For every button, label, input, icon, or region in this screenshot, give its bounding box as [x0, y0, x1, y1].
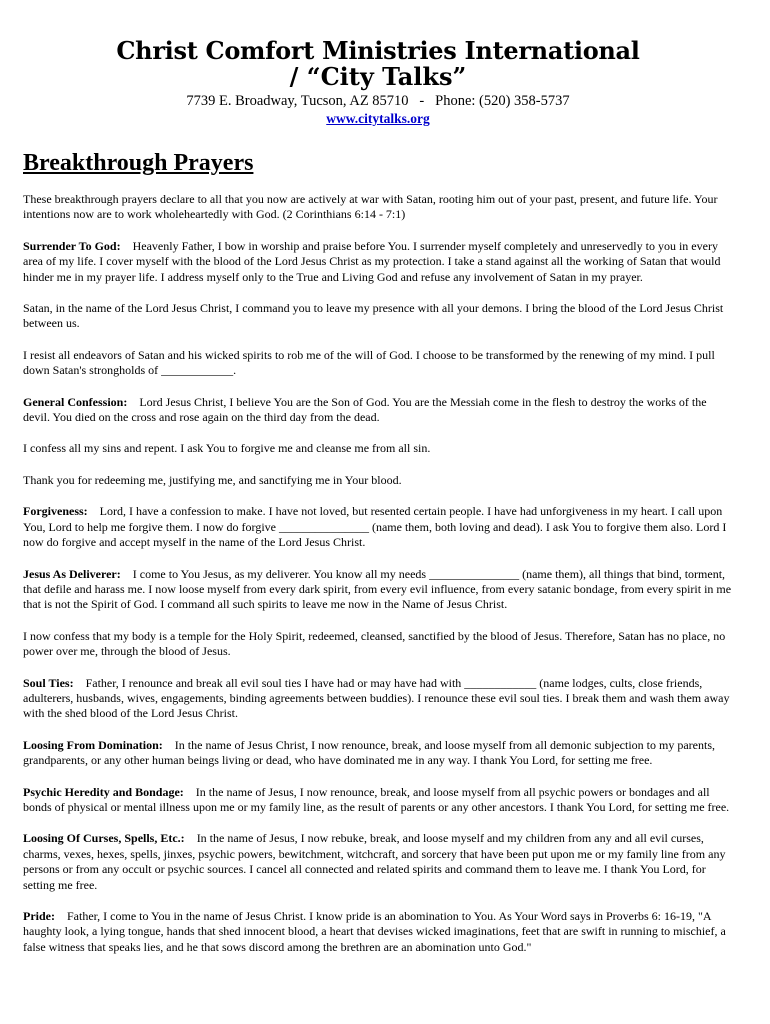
paragraph-label: Loosing Of Curses, Spells, Etc.: — [23, 831, 185, 846]
paragraph — [23, 395, 733, 426]
paragraph-text: In the name of Jesus Christ, I now renounce, break, and loose myself from all demonic subjection to my parents, grandparents, or any other human beings living or dead, who have dominated me in any way. I thank You Lord, for setting me free. — [23, 737, 715, 768]
paragraph-text: Lord Jesus Christ, I believe You are the Son of God. You are the Messiah come in the flesh to destroy the works of the devil. You died on the cross and rose again on the third day from the dead. — [23, 394, 707, 425]
paragraph — [23, 473, 733, 488]
paragraph — [23, 348, 733, 379]
paragraph-label: Jesus As Deliverer: — [23, 566, 121, 581]
paragraph-text: Heavenly Father, I bow in worship and praise before You. I surrender myself completely and unreservedly to you in every area of my life. I cover myself with the blood of the Lord Jesus Christ as my protection. I take a stand against all the working of Satan that would hinder me in my prayer life. I address myself only to the True and Living God and refuse any involvement of Satan in my prayer. — [23, 238, 721, 284]
paragraph-label: Psychic Heredity and Bondage: — [23, 784, 184, 799]
paragraph-text: I now confess that my body is a temple for the Holy Spirit, redeemed, cleansed, sanctified by the blood of Jesus. Therefore, Satan has no place, no power over me, through the blood of Jesus. — [23, 628, 726, 659]
paragraph — [23, 676, 733, 722]
paragraph — [23, 909, 733, 955]
paragraph-label: Loosing From Domination: — [23, 737, 163, 752]
paragraph — [23, 239, 733, 285]
paragraph-text: In the name of Jesus, I now rebuke, break, and loose myself and my children from any and all evil curses, charms, vexes, hexes, spells, jinxes, psychic powers, bewitchment, witchcraft, and sorcery that have been put upon me or my family line from any persons or from any occult or psychic sources. I cancel all connected and related spirits and command them to leave me. I thank You Lord, for setting me free. — [23, 831, 726, 892]
prayer-list — [23, 192, 733, 955]
paragraph-text: Father, I come to You in the name of Jesus Christ. I know pride is an abomination to You. As Your Word says in Proverbs 6: 16-19, "A haughty look, a lying tongue, hands that shed innocent blood, a heart that devises wicked imaginations, feet that are swift in running to mischief, a false witness that speaks lies, and he that sows discord among the brethren are an abomination unto God." — [23, 909, 726, 954]
paragraph-label: Soul Ties: — [23, 675, 74, 690]
paragraph-label: Pride: — [23, 909, 55, 923]
paragraph — [23, 192, 733, 223]
paragraph-label: General Confession: — [23, 394, 128, 409]
paragraph-text: Father, I renounce and break all evil soul ties I have had or may have had with ____________ (name lodges, cults, close friends, adulterers, husbands, wives, engagements, binding agreements between buddies). I renounce these evil soul ties. I break them and wash them away with the shed blood of the Lord Jesus Christ. — [23, 675, 730, 721]
paragraph-text: Lord, I have a confession to make. I have not loved, but resented certain people. I have had unforgiveness in my heart. I call upon You, Lord to help me forgive them. I now do forgive _______________ (name them, both loving and dead). I ask You to forgive them also. Lord I now do forgive and accept myself in the name of the Lord Jesus Christ. — [23, 504, 727, 550]
address-line: 7739 E. Broadway, Tucson, AZ 85710 - Phone: (520) 358-5737 — [186, 93, 570, 109]
paragraph — [23, 785, 733, 816]
paragraph-text: I confess all my sins and repent. I ask You to forgive me and cleanse me from all sin. — [23, 441, 431, 456]
paragraph — [23, 567, 733, 613]
paragraph-label: Surrender To God: — [23, 238, 121, 253]
website-line — [23, 110, 733, 127]
paragraph-text: I resist all endeavors of Satan and his wicked spirits to rob me of the will of God. I choose to be transformed by the renewing of my mind. I pull down Satan's strongholds of ____________. — [23, 347, 715, 378]
organization-name: Christ Comfort Ministries International — [116, 36, 640, 65]
paragraph-label: Forgiveness: — [23, 504, 88, 519]
website-link[interactable]: www.citytalks.org — [326, 111, 430, 126]
paragraph-text: Satan, in the name of the Lord Jesus Christ, I command you to leave my presence with all your demons. I bring the blood of the Lord Jesus Christ between us. — [23, 301, 724, 331]
paragraph — [23, 504, 733, 550]
paragraph-text: I come to You Jesus, as my deliverer. You know all my needs _______________ (name them), all things that bind, torment, that defile and harass me. I now loose myself from every dark spirit, from every evil influence, from every satanic bondage, from every spirit in me that is not the Spirit of God. I command all such spirits to leave me now in the Name of Jesus Christ. — [23, 566, 732, 612]
paragraph — [23, 301, 733, 332]
document-page — [23, 38, 733, 955]
document-title: Breakthrough Prayers — [23, 150, 254, 176]
paragraph-text: Thank you for redeeming me, justifying me, and sanctifying me in Your blood. — [23, 472, 402, 487]
paragraph-text: In the name of Jesus, I now renounce, break, and loose myself from all psychic powers or bondages and all bonds of physical or mental illness upon me or my family line, as the result of parents or any other ancestors. I thank You Lord, for setting me free. — [23, 784, 730, 814]
paragraph — [23, 441, 733, 456]
organization-subtitle: / “City Talks” — [289, 62, 467, 91]
paragraph — [23, 629, 733, 660]
paragraph — [23, 738, 733, 769]
paragraph — [23, 831, 733, 893]
paragraph-text: These breakthrough prayers declare to all that you now are actively at war with Satan, rooting him out of your past, present, and future life. Your intentions now are to work wholeheartedly with God. (2 Corinthians 6:14 - 7:1) — [23, 192, 718, 222]
